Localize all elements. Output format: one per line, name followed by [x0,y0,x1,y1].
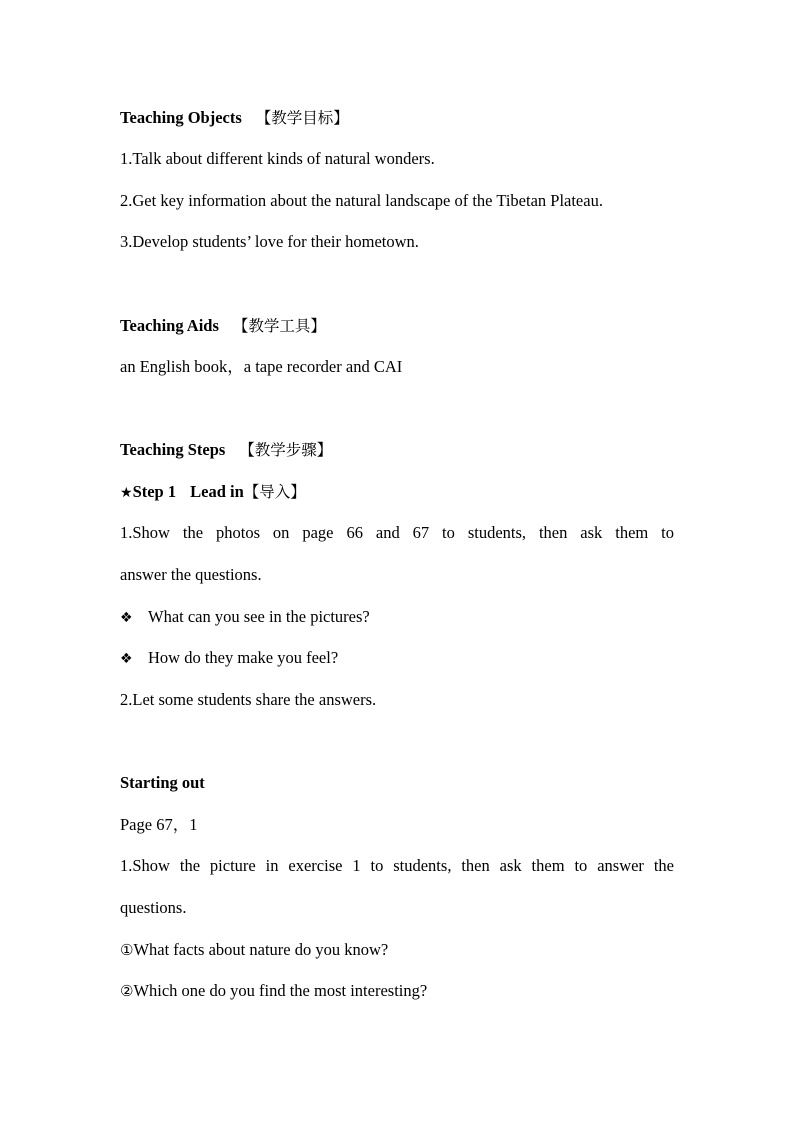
starting-out-item-1-line-1: 1.Show the picture in exercise 1 to students, then ask them to answer the [120,856,674,875]
teaching-steps-heading [120,440,332,460]
step-1-item-2: 2.Let some students share the answers. [120,690,377,709]
page-reference: Page 67，1 [120,815,198,834]
circled-number-1: ① [120,941,134,959]
bullet-item-2 [120,648,338,669]
star-icon: ★ [120,485,133,501]
objective-item-2: 2.Get key information about the natural landscape of the Tibetan Plateau. [120,191,603,210]
teaching-objects-title-cn: 【教学目标】 [255,109,349,127]
step-1-item-1-line-1: 1.Show the photos on page 66 and 67 to students, then ask them to [120,523,674,542]
question-1 [120,940,388,960]
starting-out-item-1-line-2: questions. [120,898,187,917]
bullet-text-2: How do they make you feel? [148,648,339,667]
question-2 [120,981,427,1001]
teaching-aids-title-cn: 【教学工具】 [232,317,326,335]
document-page [120,0,674,1123]
teaching-objects-heading [120,108,349,128]
step-1-title: Lead in [190,482,244,501]
diamond-bullet-icon: ❖ [120,610,133,626]
teaching-objects-title: Teaching Objects [120,108,242,127]
question-2-text: Which one do you find the most interesting? [133,981,428,1000]
objective-item-1: 1.Talk about different kinds of natural wonders. [120,149,435,168]
teaching-aids-text: an English book，a tape recorder and CAI [120,357,403,376]
objective-item-3: 3.Develop students’ love for their hometown. [120,232,419,251]
bullet-text-1: What can you see in the pictures? [148,607,370,626]
teaching-aids-title: Teaching Aids [120,316,219,335]
circled-number-2: ② [120,982,134,1000]
teaching-aids-heading [120,316,326,336]
step-1-title-cn: 【导入】 [243,483,306,501]
teaching-steps-title: Teaching Steps [120,440,226,459]
step-1-item-1-line-2: answer the questions. [120,565,262,584]
starting-out-heading: Starting out [120,773,205,792]
step-1-heading [120,482,306,503]
step-1-label: Step 1 [132,482,177,501]
teaching-steps-title-cn: 【教学步骤】 [239,441,333,459]
diamond-bullet-icon: ❖ [120,651,133,667]
bullet-item-1 [120,607,370,628]
question-1-text: What facts about nature do you know? [133,940,389,959]
